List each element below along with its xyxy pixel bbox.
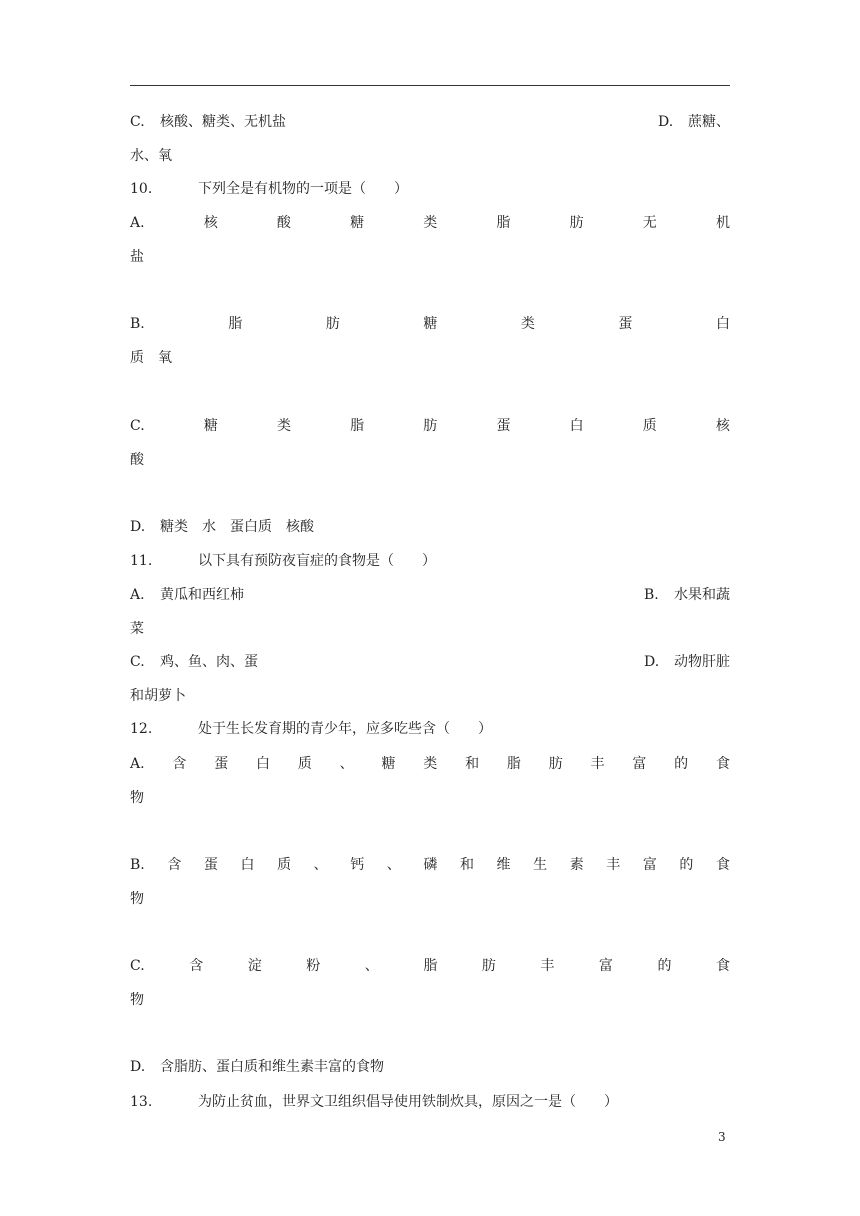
page-number: 3 [718, 1130, 726, 1144]
q10-option-c: C. 糖 类 脂 肪 蛋 白 质 核 [130, 418, 730, 434]
option-label: D. [644, 654, 660, 670]
q10-option-b-tail: 质 氧 [130, 350, 172, 366]
q9-option-cd-line [130, 114, 730, 130]
option-text: 水果和蔬 [674, 587, 730, 603]
q12-option-b: B. 含 蛋 白 质 、 钙 、 磷 和 维 生 素 丰 富 的 食 [130, 857, 730, 873]
question-number: 10. [130, 181, 153, 197]
option-label: A. [130, 587, 145, 603]
q12-option-a-tail: 物 [130, 790, 144, 806]
option-label: D. [130, 519, 146, 535]
q11-option-cd-line [130, 654, 730, 670]
question-stem: 处于生长发育期的青少年，应多吃些含（ ） [198, 721, 492, 737]
question-13 [130, 1094, 618, 1110]
q11-option-ab-line [130, 587, 730, 603]
option-text: 黄瓜和西红柿 [160, 587, 244, 603]
q10-option-b: B. 脂 肪 糖 类 蛋 白 [130, 316, 730, 332]
option-text: 动物肝脏 [674, 654, 730, 670]
option-label: C. [130, 654, 145, 670]
question-11 [130, 553, 436, 569]
q10-option-a: A. 核 酸 糖 类 脂 肪 无 机 [130, 215, 730, 231]
q12-option-a: A. 含 蛋 白 质 、 糖 类 和 脂 肪 丰 富 的 食 [130, 756, 730, 772]
question-stem: 下列全是有机物的一项是（ ） [198, 181, 408, 197]
q11-option-d-tail: 和胡萝卜 [130, 688, 186, 704]
option-text: 核酸、糖类、无机盐 [160, 114, 286, 130]
question-stem: 以下具有预防夜盲症的食物是（ ） [198, 553, 436, 569]
option-text: 蔗糖、 [688, 114, 730, 130]
q12-option-d [130, 1059, 384, 1075]
option-label: D. [130, 1059, 146, 1075]
q9-option-d-tail: 水、氧 [130, 148, 172, 164]
q10-option-a-tail: 盐 [130, 249, 144, 265]
option-label: B. [644, 587, 659, 603]
header-rule [130, 85, 730, 86]
option-text: 鸡、鱼、肉、蛋 [160, 654, 258, 670]
option-label: C. [130, 114, 145, 130]
q10-option-d [130, 519, 314, 535]
q12-option-c-tail: 物 [130, 992, 144, 1008]
q12-option-c: C. 含 淀 粉 、 脂 肪 丰 富 的 食 [130, 958, 730, 974]
option-text: 含脂肪、蛋白质和维生素丰富的食物 [160, 1059, 384, 1075]
question-10 [130, 181, 408, 197]
option-text: 糖类 水 蛋白质 核酸 [160, 519, 314, 535]
q10-option-c-tail: 酸 [130, 452, 144, 468]
question-number: 12. [130, 721, 153, 737]
question-number: 11. [130, 553, 153, 569]
question-number: 13. [130, 1094, 153, 1110]
q12-option-b-tail: 物 [130, 891, 144, 907]
question-12 [130, 721, 492, 737]
question-stem: 为防止贫血，世界文卫组织倡导使用铁制炊具，原因之一是（ ） [198, 1094, 618, 1110]
q11-option-b-tail: 菜 [130, 621, 144, 637]
option-label: D. [658, 114, 674, 130]
